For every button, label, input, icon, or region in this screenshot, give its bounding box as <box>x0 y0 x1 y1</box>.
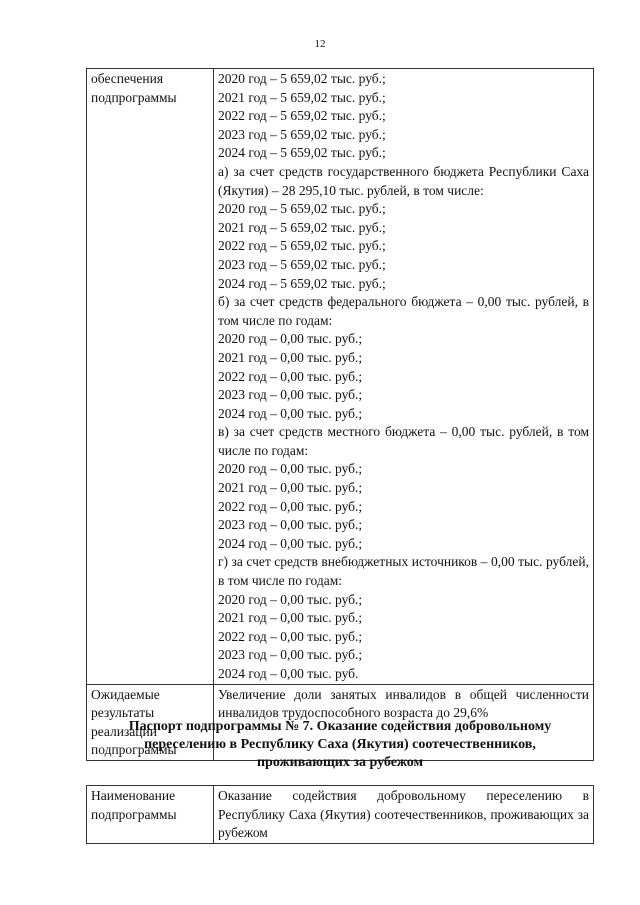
name-label-line: подпрограммы <box>91 806 177 822</box>
state-budget-year-line: 2020 год – 5 659,02 тыс. руб.; <box>218 201 386 217</box>
state-budget-year-line: 2024 год – 5 659,02 тыс. руб.; <box>218 275 386 291</box>
expected-results-text: Увеличение доли занятых инвалидов в общей численности инвалидов трудоспособного возраста до 29,6% <box>218 686 589 721</box>
funding-label-cell <box>87 69 214 685</box>
state-budget-year-line: 2022 год – 5 659,02 тыс. руб.; <box>218 238 386 254</box>
funding-table <box>86 68 594 761</box>
total-year-line: 2023 год – 5 659,02 тыс. руб.; <box>218 126 386 142</box>
results-label-line: реализации <box>91 723 157 739</box>
federal-budget-year-line: 2023 год – 0,00 тыс. руб.; <box>218 387 363 403</box>
name-label-cell <box>87 786 214 844</box>
federal-budget-year-line: 2024 год – 0,00 тыс. руб.; <box>218 405 363 421</box>
extrabudgetary-year-line: 2022 год – 0,00 тыс. руб.; <box>218 628 363 644</box>
funding-label-line: подпрограммы <box>91 89 177 105</box>
name-label-line: Наименование <box>91 788 176 803</box>
total-year-line: 2024 год – 5 659,02 тыс. руб.; <box>218 145 386 161</box>
local-budget-year-line: 2024 год – 0,00 тыс. руб.; <box>218 535 363 551</box>
subprogram-name-table <box>86 785 594 844</box>
federal-budget-year-line: 2021 год – 0,00 тыс. руб.; <box>218 349 363 365</box>
results-label-line: результаты <box>91 705 155 721</box>
results-label-line: подпрограммы <box>91 742 177 758</box>
page-number: 12 <box>314 38 326 50</box>
extrabudgetary-year-line: 2023 год – 0,00 тыс. руб.; <box>218 647 363 663</box>
state-budget-year-line: 2023 год – 5 659,02 тыс. руб.; <box>218 256 386 272</box>
funding-label-line: обеспечения <box>91 71 164 86</box>
subprogram-7-heading <box>86 718 594 772</box>
local-budget-year-line: 2021 год – 0,00 тыс. руб.; <box>218 480 363 496</box>
state-budget-year-line: 2021 год – 5 659,02 тыс. руб.; <box>218 219 386 235</box>
total-year-line: 2021 год – 5 659,02 тыс. руб.; <box>218 89 386 105</box>
local-budget-year-line: 2022 год – 0,00 тыс. руб.; <box>218 498 363 514</box>
name-value-cell <box>214 786 594 844</box>
heading-line: переселению в Республику Саха (Якутия) соотечественников, <box>144 737 536 752</box>
total-year-line: 2020 год – 5 659,02 тыс. руб.; <box>218 71 386 86</box>
subprogram-name-text: Оказание содействия добровольному переселению в Республику Саха (Якутия) соотечественников, проживающих за рубежом <box>218 788 589 841</box>
total-year-line: 2022 год – 5 659,02 тыс. руб.; <box>218 108 386 124</box>
heading-line: Паспорт подпрограммы № 7. Оказание содействия добровольному <box>128 719 552 734</box>
local-budget-year-line: 2020 год – 0,00 тыс. руб.; <box>218 461 363 477</box>
source-heading-extrabudgetary: г) за счет средств внебюджетных источников – 0,00 тыс. рублей, в том числе по годам: <box>218 554 589 589</box>
source-heading-local-budget: в) за счет средств местного бюджета – 0,00 тыс. рублей, в том числе по годам: <box>218 424 589 458</box>
heading-line: проживающих за рубежом <box>256 755 423 770</box>
source-heading-federal-budget: б) за счет средств федерального бюджета – 0,00 тыс. рублей, в том числе по годам: <box>218 294 589 328</box>
federal-budget-year-line: 2020 год – 0,00 тыс. руб.; <box>218 331 363 347</box>
subprogram-name-row <box>87 786 594 844</box>
extrabudgetary-year-line: 2024 год – 0,00 тыс. руб. <box>218 666 359 681</box>
extrabudgetary-year-line: 2021 год – 0,00 тыс. руб.; <box>218 610 363 626</box>
funding-value-cell <box>214 69 594 685</box>
source-heading-state-budget: а) за счет средств государственного бюджета Республики Саха (Якутия) – 28 295,10 тыс. рублей, в том числе: <box>218 163 589 198</box>
results-label-line: Ожидаемые <box>91 686 160 702</box>
local-budget-year-line: 2023 год – 0,00 тыс. руб.; <box>218 517 363 533</box>
extrabudgetary-year-line: 2020 год – 0,00 тыс. руб.; <box>218 591 363 607</box>
federal-budget-year-line: 2022 год – 0,00 тыс. руб.; <box>218 368 363 384</box>
funding-row <box>87 69 594 685</box>
